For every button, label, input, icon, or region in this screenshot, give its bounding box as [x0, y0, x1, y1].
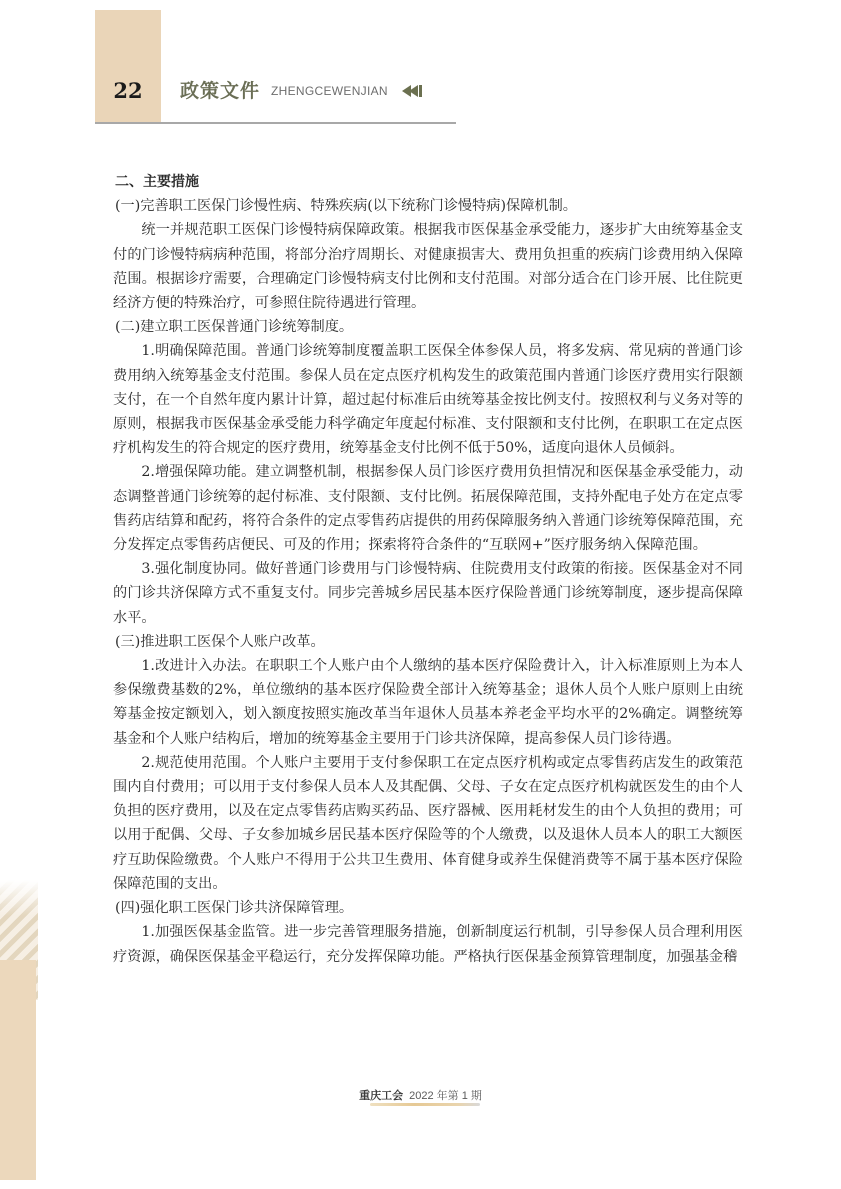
side-band [0, 960, 36, 1180]
page-number: 22 [113, 78, 143, 103]
issue-label: 2022 年第 1 期 [409, 1090, 482, 1102]
paragraph: 2.增强保障功能。建立调整机制，根据参保人员门诊医疗费用负担情况和医保基金承受能力，动态调整普通门诊统筹的起付标准、支付限额、支付比例。拓展保障范围，支持外配电子处方在定点零售药店结算和配药，将符合条件的定点零售药店提供的用药保障服务纳入普通门诊统筹保障范围，充分发挥定点零售药店便民、可及的作用；探索将符合条件的“互联网+”医疗服务纳入保障范围。 [113, 464, 743, 554]
page-footer [0, 1087, 841, 1103]
subsection-heading: (一)完善职工医保门诊慢性病、特殊疾病(以下统称门诊慢特病)保障机制。 [115, 198, 577, 215]
section-heading: 二、主要措施 [115, 174, 199, 190]
header-divider [95, 122, 456, 124]
section-title-en: ZHENGCEWENJIAN [271, 84, 388, 98]
paragraph: 1.加强医保基金监管。进一步完善管理服务措施，创新制度运行机制，引导参保人员合理利用医疗资源，确保医保基金平稳运行，充分发挥保障功能。严格执行医保基金预算管理制度，加强基金稽 [113, 924, 743, 965]
paragraph: 2.规范使用范围。个人账户主要用于支付参保职工在定点医疗机构或定点零售药店发生的政策范围内自付费用；可以用于支付参保人员本人及其配偶、父母、子女在定点医疗机构就医发生的由个人负担的医疗费用，以及在定点零售药店购买药品、医疗器械、医用耗材发生的由个人负担的费用；可以用于配偶、父母、子女参加城乡居民基本医疗保险等的个人缴费，以及退休人员本人的职工大额医疗互助保险缴费。个人账户不得用于公共卫生费用、体育健身或养生保健消费等不属于基本医疗保险保障范围的支出。 [113, 754, 743, 892]
paragraph: 1.明确保障范围。普通门诊统筹制度覆盖职工医保全体参保人员，将多发病、常见病的普通门诊费用纳入统筹基金支付范围。参保人员在定点医疗机构发生的政策范围内普通门诊医疗费用实行限额支付，在一个自然年度内累计计算，超过起付标准后由统筹基金按比例支付。按照权利与义务对等的原则，根据我市医保基金承受能力科学确定年度起付标准、支付限额和支付比例，在职职工在定点医疗机构发生的符合规定的医疗费用，统筹基金支付比例不低于50%，适度向退休人员倾斜。 [113, 343, 743, 457]
magazine-name: 重庆工会 [359, 1089, 404, 1102]
subsection-heading: (二)建立职工医保普通门诊统筹制度。 [115, 319, 354, 336]
footer-divider [370, 1103, 480, 1106]
paragraph: 1.改进计入办法。在职职工个人账户由个人缴纳的基本医疗保险费计入，计入标准原则上为本人参保缴费基数的2%，单位缴纳的基本医疗保险费全部计入统筹基金；退休人员个人账户原则上由统筹基金按定额划入，划入额度按照实施改革当年退休人员基本养老金平均水平的2%确定。调整统筹基金和个人账户结构后，增加的统筹基金主要用于门诊共济保障，提高参保人员门诊待遇。 [113, 658, 743, 747]
section-title: 政策文件 [180, 80, 261, 102]
subsection-heading: (四)强化职工医保门诊共济保障管理。 [115, 900, 354, 917]
subsection-heading: (三)推进职工医保个人账户改革。 [115, 633, 325, 650]
article-body [113, 170, 743, 969]
paragraph: 统一并规范职工医保门诊慢特病保障政策。根据我市医保基金承受能力，逐步扩大由统筹基金支付的门诊慢特病病种范围，将部分治疗周期长、对健康损害大、费用负担重的疾病门诊费用纳入保障范围。根据诊疗需要，合理确定门诊慢特病支付比例和支付范围。对部分适合在门诊开展、比住院更经济方便的特殊治疗，可参照住院待遇进行管理。 [113, 222, 743, 312]
header-tab [95, 10, 161, 124]
rewind-arrows-icon [402, 85, 424, 97]
corner-decoration [0, 880, 38, 1180]
paragraph: 3.强化制度协同。做好普通门诊费用与门诊慢特病、住院费用支付政策的衔接。医保基金对不同的门诊共济保障方式不重复支付。同步完善城乡居民基本医疗保险普通门诊统筹制度，逐步提高保障水平。 [113, 561, 743, 626]
